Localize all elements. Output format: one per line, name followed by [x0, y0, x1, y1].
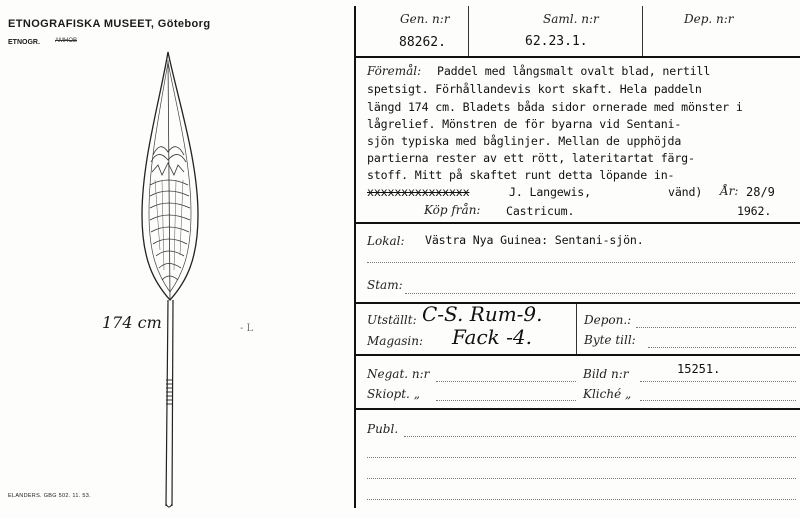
foremal-line-8-tail: vänd) [668, 185, 703, 199]
section-rule [356, 222, 800, 224]
utstallt-label: Utställt: [367, 313, 417, 327]
negat-nr-label: Negat. n:r [367, 367, 430, 381]
foremal-line-8-struck: xxxxxxxxxxxxxxx [367, 185, 470, 199]
foremal-line-1: Paddel med långsmalt ovalt blad, nertill [437, 64, 711, 78]
gen-nr-value: 88262. [399, 35, 446, 50]
header-rule [356, 56, 800, 58]
length-annotation: 174 cm [102, 313, 162, 332]
foremal-label: Föremål: [367, 64, 422, 78]
publ-dotted-line [404, 436, 796, 437]
etnogr-struck-text: AMHOB [55, 38, 78, 44]
magasin-value: Fack -4. [452, 325, 532, 349]
foremal-line-3: längd 174 cm. Bladets båda sidor ornerade med mönster i [367, 100, 743, 114]
header-separator [468, 6, 469, 56]
printer-imprint: ELANDERS. GBG 502. 11. 53. [8, 493, 91, 499]
year-value: 1962. [737, 204, 772, 218]
byte-till-label: Byte till: [584, 333, 636, 347]
byte-dotted-line [648, 347, 796, 348]
foremal-line-8-name: J. Langewis, [509, 185, 591, 199]
bild-dotted-line [640, 381, 796, 382]
foremal-line-4: lågrelief. Mönstren de för byarna vid Sentani- [367, 117, 682, 131]
foremal-line-7: stoff. Mitt på skaftet runt detta löpande in- [367, 168, 675, 182]
kliche-dotted-line [640, 400, 796, 401]
gen-nr-label: Gen. n:r [400, 12, 450, 26]
publ-dotted-line [367, 457, 796, 458]
etnogr-label: ETNOGR. [8, 39, 40, 46]
section-rule [356, 408, 800, 410]
negat-dotted-line [436, 381, 576, 382]
paddle-drawing [0, 0, 354, 518]
depon-label: Depon.: [584, 313, 632, 327]
publ-label: Publ. [367, 422, 399, 436]
dep-nr-label: Dep. n:r [684, 12, 734, 26]
card-divider [354, 6, 356, 508]
section-rule [356, 354, 800, 356]
pencil-mark: - L [240, 323, 254, 334]
publ-dotted-line [367, 499, 796, 500]
skiopt-dotted-line [436, 400, 576, 401]
skiopt-label: Skiopt. „ [367, 387, 420, 401]
museum-name: ETNOGRAFISKA MUSEET, Göteborg [8, 18, 211, 30]
bild-nr-label: Bild n:r [583, 367, 629, 381]
saml-nr-label: Saml. n:r [543, 12, 599, 26]
header-separator [642, 6, 643, 56]
depon-dotted-line [636, 327, 796, 328]
lokal-value: Västra Nya Guinea: Sentani-sjön. [425, 233, 644, 247]
foremal-line-2: spetsigt. Förhållandevis kort skaft. Hela paddeln [367, 82, 702, 96]
kliche-label: Kliché „ [583, 387, 632, 401]
utstallt-value: C-S. Rum-9. [422, 302, 543, 326]
stam-dotted-line [405, 293, 795, 294]
magasin-label: Magasin: [367, 334, 424, 348]
lokal-label: Lokal: [367, 234, 405, 248]
saml-nr-value: 62.23.1. [525, 34, 588, 49]
foremal-line-6: partierna rester av ett rött, lateritartat färg- [367, 151, 695, 165]
kop-fran-label: Köp från: [424, 203, 481, 217]
publ-dotted-line [367, 478, 796, 479]
ar-label: År: [720, 184, 739, 198]
foremal-line-5: sjön typiska med båglinjer. Mellan de upphöjda [367, 134, 682, 148]
field-separator [576, 304, 577, 354]
stam-label: Stam: [367, 278, 403, 292]
kop-fran-value: Castricum. [506, 204, 575, 218]
ar-value: 28/9 [746, 185, 775, 199]
lokal-dotted-line [367, 262, 795, 263]
bild-nr-value: 15251. [677, 362, 721, 376]
